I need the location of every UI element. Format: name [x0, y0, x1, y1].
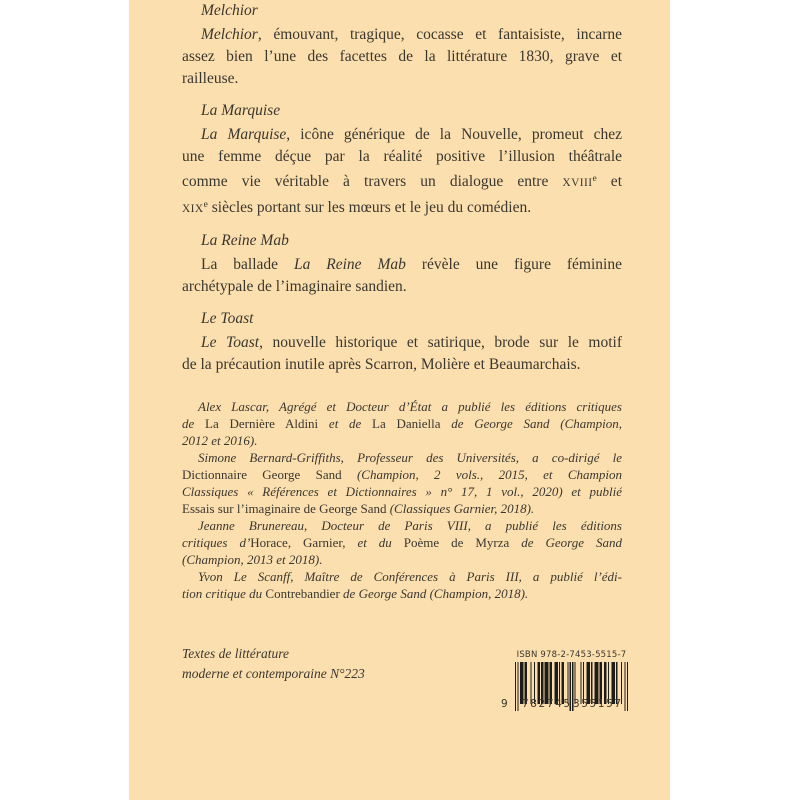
text-line [182, 254, 622, 276]
text-segment: Alex Lascar, Agrégé et Docteur d’État a publié les éditions critiques [198, 398, 622, 414]
section-paragraph [182, 124, 622, 220]
text-segment: e [203, 198, 208, 210]
text-line [182, 276, 622, 298]
text-segment [291, 535, 303, 550]
text-line [182, 68, 622, 90]
text-segment: Jeanne Brunereau, Docteur de Paris VIII, a publié les éditions [198, 517, 622, 533]
text-segment: Garnier, [303, 534, 346, 550]
text-segment: de George Sand (Champion, [440, 415, 622, 431]
text-line [182, 466, 622, 483]
text-line [182, 483, 622, 500]
text-segment: Dictionnaire George Sand [182, 466, 342, 482]
text-line [182, 24, 622, 46]
text-segment: La Dernière Aldini [205, 415, 319, 431]
text-segment: (Champion, 2 vols., 2015, et Champion [341, 466, 622, 482]
section-heading: Melchior [201, 2, 258, 19]
text-line [182, 354, 622, 376]
text-segment: tion critique du [182, 585, 266, 601]
text-segment: Simone Bernard-Griffiths, Professeur des Universités, a co-dirigé le [198, 449, 622, 465]
text-line [182, 432, 622, 449]
ean-digits [501, 697, 628, 711]
text-segment: révèle une figure féminine [405, 255, 622, 273]
section-heading: La Marquise [201, 102, 281, 119]
text-line [182, 449, 622, 466]
text-line [182, 124, 622, 146]
series-note-line2: moderne et contemporaine N°223 [182, 665, 365, 681]
section-heading: Le Toast [201, 309, 254, 327]
text-segment: et du [345, 534, 404, 550]
text-line [182, 500, 622, 517]
text-line [182, 415, 622, 432]
text-segment: et [596, 172, 622, 190]
ean-digit-first: 9 [501, 698, 508, 710]
text-segment: 2012 et 2016). [182, 432, 258, 448]
section-paragraph [182, 332, 622, 376]
text-line [182, 332, 622, 354]
text-segment: , émouvant, tragique, cocasse et fantaisiste, incarne [257, 26, 622, 43]
text-column [182, 0, 622, 684]
text-segment: (Classiques Garnier, 2018). [386, 500, 535, 516]
text-segment: assez bien l’une des facettes de la littérature 1830, grave et [182, 48, 622, 65]
text-line [182, 194, 622, 220]
text-line [182, 168, 622, 194]
text-segment: de George Sand [509, 534, 622, 550]
section-heading: La Reine Mab [201, 231, 289, 249]
text-segment: railleuse. [182, 70, 239, 87]
text-segment: Le Toast [201, 333, 260, 351]
text-segment: de [182, 415, 206, 431]
text-line [182, 551, 622, 568]
text-segment: une femme déçue par la réalité positive l’illusion théâtrale [182, 148, 622, 165]
text-segment: La Marquise [201, 126, 287, 143]
text-line [182, 46, 622, 68]
text-segment: (Champion, 2013 et 2018). [182, 551, 323, 567]
ean-digit-group2: 355157 [573, 698, 623, 710]
text-segment: , nouvelle historique et satirique, brode sur le motif [259, 333, 622, 351]
blurb-sections [182, 0, 622, 376]
text-segment: Classiques « Références et Dictionnaires » n° 17, 1 vol., 2020) et publié [182, 483, 622, 499]
book-back-cover [129, 0, 670, 800]
text-line [182, 146, 622, 168]
isbn-label: ISBN 978-2-7453-5515-7 [516, 650, 627, 660]
text-segment: siècles portant sur les mœurs et le jeu du comédien. [207, 198, 532, 216]
ean-digit-group1: 782745 [522, 698, 572, 710]
text-segment: La Reine Mab [293, 255, 406, 273]
text-segment: de George Sand (Champion, 2018). [339, 585, 529, 601]
text-line [182, 517, 622, 534]
text-segment: XVIII [562, 176, 593, 189]
barcode [501, 649, 628, 715]
text-line [182, 398, 622, 415]
section-paragraph [182, 24, 622, 90]
text-segment: Contrebandier [265, 585, 340, 601]
text-segment: de la précaution inutile après Scarron, Molière et Beaumarchais. [182, 355, 581, 373]
text-segment: archétypale de l’imaginaire sandien. [182, 277, 407, 295]
text-segment: La ballade [201, 255, 294, 273]
text-segment: Essais sur l’imaginaire de George Sand [182, 500, 387, 516]
text-line [182, 585, 622, 602]
text-segment: et de [318, 415, 373, 431]
series-note-line1: Textes de littérature [182, 645, 289, 661]
text-segment: Yvon Le Scanff, Maître de Conférences à Paris III, a publié l’édi- [198, 568, 622, 584]
text-line [182, 534, 622, 551]
text-segment: XIX [182, 202, 204, 215]
text-line [182, 568, 622, 585]
text-segment: Melchior [201, 26, 258, 43]
author-bios [182, 398, 622, 602]
section-paragraph [182, 254, 622, 298]
text-segment: Horace, [250, 534, 292, 550]
text-segment: comme vie véritable à travers un dialogue entre [182, 172, 563, 190]
text-segment: e [592, 173, 597, 184]
text-segment: La Daniella [372, 415, 441, 431]
text-segment: critiques d’ [182, 534, 251, 550]
text-segment: Poème de Myrza [403, 534, 510, 550]
text-segment: , icône générique de la Nouvelle, promeut chez [286, 126, 622, 143]
